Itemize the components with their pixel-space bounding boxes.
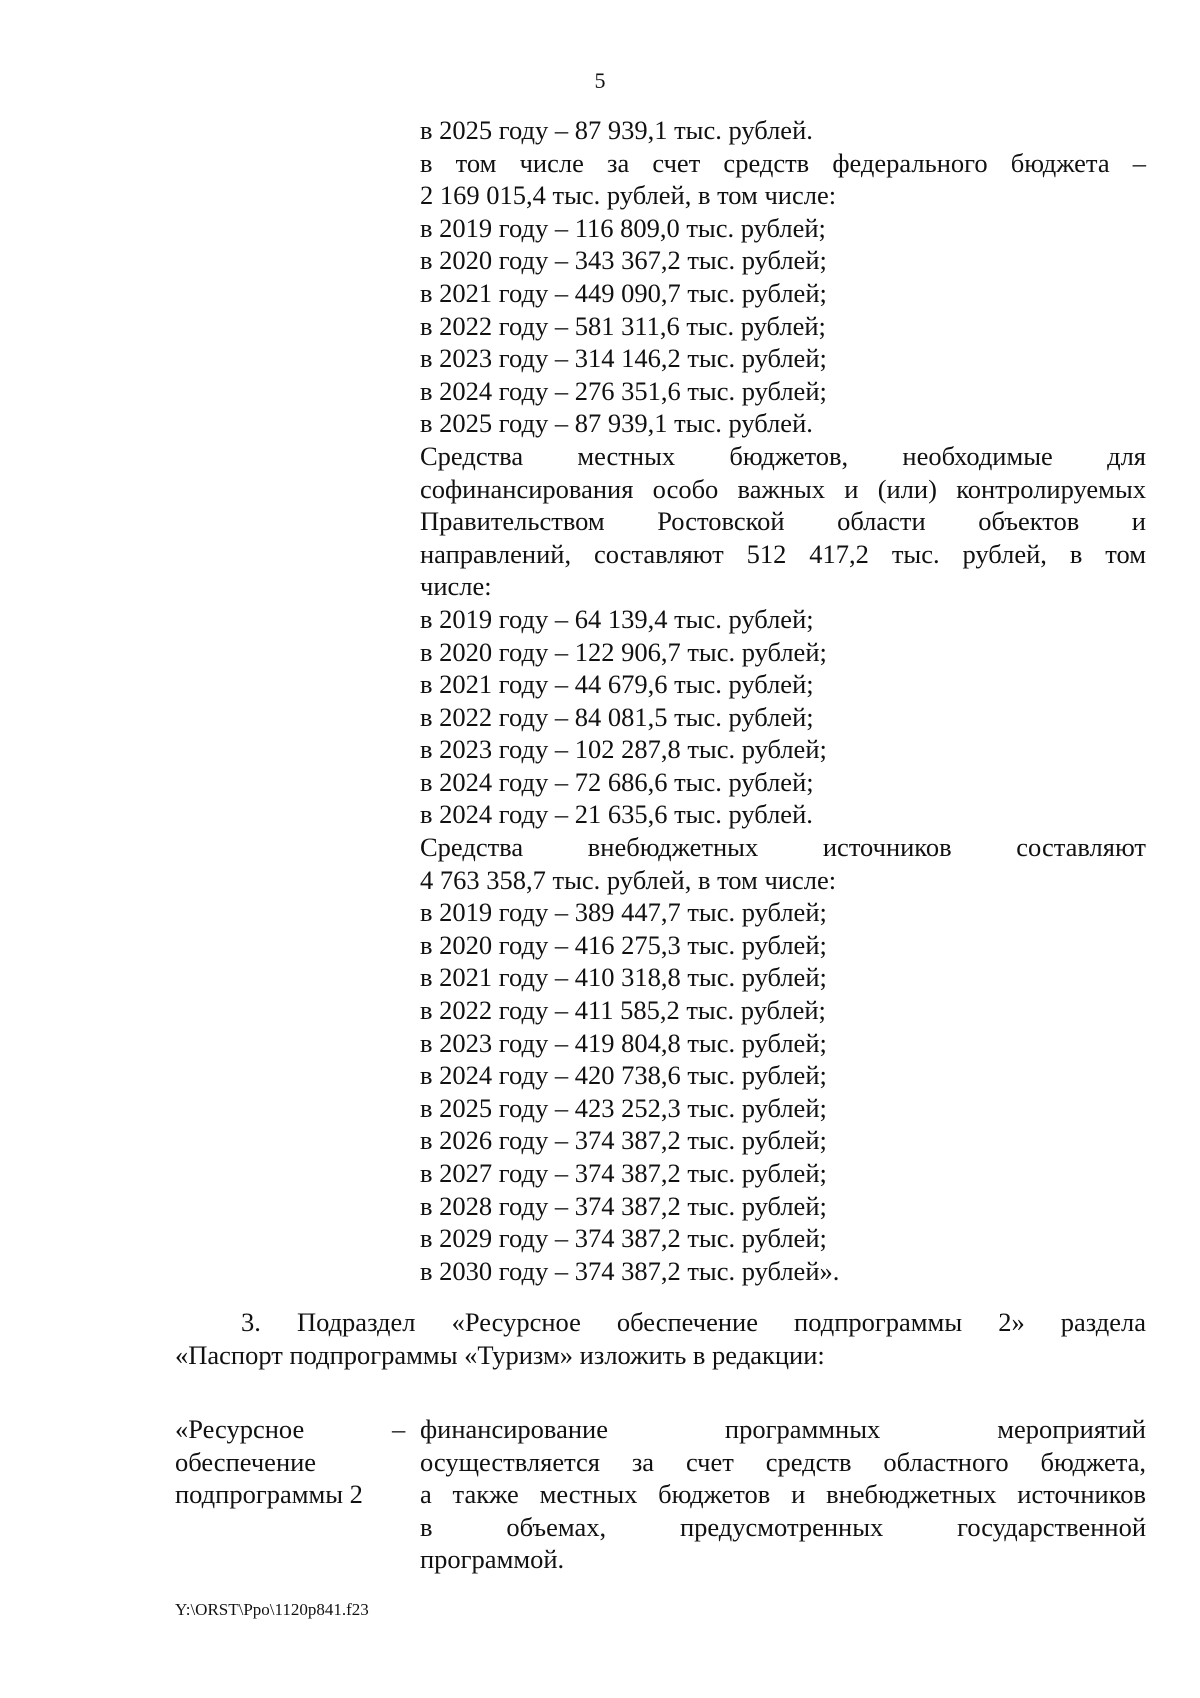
local-year-line: в 2024 году – 21 635,6 тыс. рублей.	[420, 799, 813, 830]
local-year-line: в 2023 году – 102 287,8 тыс. рублей;	[420, 734, 827, 765]
extra-year-line: в 2025 году – 423 252,3 тыс. рублей;	[420, 1092, 827, 1123]
extra-year-line: в 2028 году – 374 387,2 тыс. рублей;	[420, 1190, 827, 1221]
resource-label-line: «Ресурсное	[175, 1414, 305, 1444]
local-year-line: в 2024 году – 72 686,6 тыс. рублей;	[420, 766, 814, 797]
federal-year-line: в 2019 году – 116 809,0 тыс. рублей;	[420, 212, 826, 243]
federal-year-line: в 2024 году – 276 351,6 тыс. рублей;	[420, 375, 827, 406]
extra-year-line: в 2024 году – 420 738,6 тыс. рублей;	[420, 1060, 827, 1091]
section-3-line: 3. Подраздел «Ресурсное обеспечение подпрограммы 2» раздела	[241, 1307, 1146, 1337]
extra-year-line: в 2022 году – 411 585,2 тыс. рублей;	[420, 995, 826, 1026]
federal-year-line: в 2025 году – 87 939,1 тыс. рублей.	[420, 408, 813, 439]
resource-description-line: в объемах, предусмотренных государственной	[420, 1511, 1146, 1542]
extra-year-line: в 2026 году – 374 387,2 тыс. рублей;	[420, 1125, 827, 1156]
extra-year-line: в 2023 году – 419 804,8 тыс. рублей;	[420, 1027, 827, 1058]
extra-intro-line: 4 763 358,7 тыс. рублей, в том числе:	[420, 864, 837, 895]
extra-year-line: в 2027 году – 374 387,2 тыс. рублей;	[420, 1158, 827, 1188]
extra-year-line: в 2029 году – 374 387,2 тыс. рублей;	[420, 1223, 827, 1254]
federal-year-line: в 2021 году – 449 090,7 тыс. рублей;	[420, 277, 827, 308]
text-line: в 2025 году – 87 939,1 тыс. рублей.	[420, 115, 813, 145]
resource-table-description	[420, 1413, 1146, 1576]
federal-year-line: в 2022 году – 581 311,6 тыс. рублей;	[420, 310, 826, 341]
resource-label-line: обеспечение	[175, 1446, 317, 1477]
local-intro-line: Средства местных бюджетов, необходимые для	[420, 440, 1146, 471]
resource-description-line: финансирование программных мероприятий	[420, 1414, 1146, 1444]
section-3-line: «Паспорт подпрограммы «Туризм» изложить в редакции:	[175, 1339, 825, 1370]
local-year-line: в 2020 году – 122 906,7 тыс. рублей;	[420, 636, 827, 667]
extra-year-line: в 2019 году – 389 447,7 тыс. рублей;	[420, 897, 827, 928]
funding-column	[420, 114, 1146, 1287]
federal-year-line: в 2023 году – 314 146,2 тыс. рублей;	[420, 343, 827, 374]
resource-description-line: осуществляется за счет средств областного бюджета,	[420, 1446, 1146, 1477]
local-year-line: в 2019 году – 64 139,4 тыс. рублей;	[420, 603, 814, 634]
local-year-line: в 2022 году – 84 081,5 тыс. рублей;	[420, 701, 814, 732]
local-intro-line: числе:	[420, 571, 492, 602]
resource-label-line: подпрограммы 2	[175, 1479, 363, 1510]
resource-description-line: а также местных бюджетов и внебюджетных источников	[420, 1479, 1146, 1510]
file-path-footer: Y:\ORST\Ppo\1120p841.f23	[175, 1600, 369, 1619]
extra-year-line: в 2020 году – 416 275,3 тыс. рублей;	[420, 929, 827, 960]
local-intro-line: направлений, составляют 512 417,2 тыс. рублей, в том	[420, 538, 1146, 569]
page-number: 5	[594, 68, 606, 93]
federal-intro-line: 2 169 015,4 тыс. рублей, в том числе:	[420, 180, 837, 211]
local-year-line: в 2021 году – 44 679,6 тыс. рублей;	[420, 669, 814, 700]
resource-dash: –	[392, 1414, 406, 1444]
extra-year-line: в 2030 году – 374 387,2 тыс. рублей».	[420, 1255, 840, 1286]
resource-table-label	[175, 1413, 375, 1511]
federal-year-line: в 2020 году – 343 367,2 тыс. рублей;	[420, 245, 827, 276]
section-3-paragraph	[175, 1306, 1146, 1371]
federal-intro-line: в том числе за счет средств федерального бюджета –	[420, 147, 1146, 178]
resource-description-line: программой.	[420, 1544, 565, 1575]
extra-year-line: в 2021 году – 410 318,8 тыс. рублей;	[420, 962, 827, 993]
local-intro-line: Правительством Ростовской области объектов и	[420, 506, 1146, 537]
extra-intro-line: Средства внебюджетных источников составляют	[420, 832, 1146, 863]
local-intro-line: софинансирования особо важных и (или) контролируемых	[420, 473, 1146, 504]
